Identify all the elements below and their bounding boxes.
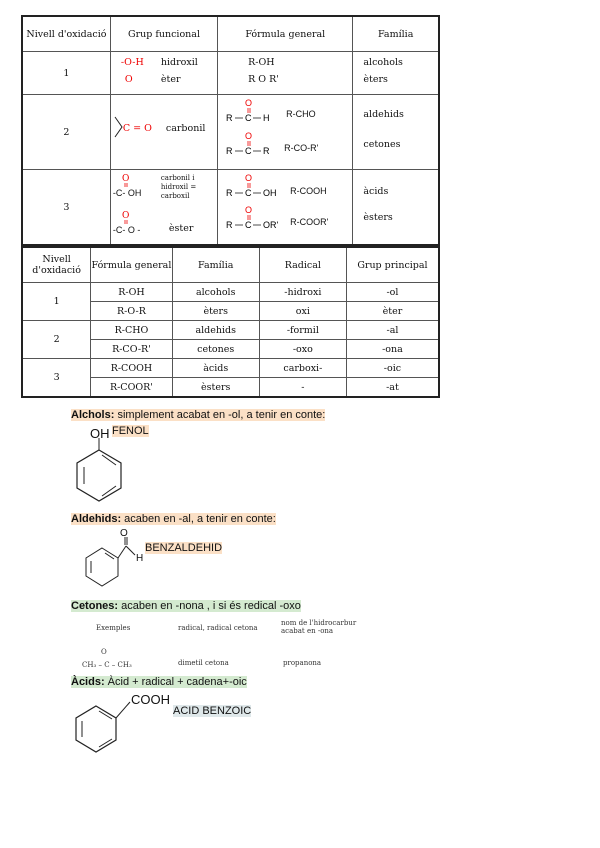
carbonyl-name: carbonil (165, 123, 206, 134)
acids-family: àcids (363, 186, 389, 197)
svg-text:R: R (263, 146, 270, 156)
svg-text:C: C (245, 188, 252, 198)
benzaldehyde-o: O (120, 528, 128, 539)
phenol-oh: OH (90, 426, 110, 441)
t2-group: -ona (346, 340, 439, 359)
t2-group: -oic (346, 359, 439, 378)
t1-level: 3 (22, 170, 110, 246)
t2-formula: R-CHO (91, 321, 172, 340)
t1-row-1 (22, 52, 439, 95)
t2-family: alcohols (172, 283, 259, 302)
t2-radical: -hidroxi (259, 283, 346, 302)
svg-text:R: R (226, 188, 233, 198)
benzaldehyde-label: BENZALDEHID (145, 542, 223, 554)
aldehydes-family: aldehids (363, 109, 404, 120)
svg-text:R: R (226, 113, 233, 123)
t2-family: cetones (172, 340, 259, 359)
oxidation-table-2 (21, 246, 440, 398)
name-header: nom de l'hidrocarbur acabat en -ona (281, 619, 357, 635)
svg-text:C: C (245, 146, 252, 156)
t1-row-2 (22, 95, 439, 170)
svg-text:R: R (226, 146, 233, 156)
ketone-formula: R-CO-R' (284, 143, 319, 153)
t2-row (22, 283, 439, 302)
t2-header-level: Nivell d'oxidació (22, 247, 91, 283)
phenol-structure-icon (72, 438, 132, 508)
t2-level: 3 (22, 359, 91, 398)
svg-text:O: O (121, 174, 130, 184)
t2-radical: -oxo (259, 340, 346, 359)
ether-formula: R O R' (248, 74, 279, 85)
t2-family: èsters (172, 378, 259, 398)
t2-radical: - (259, 378, 346, 398)
acid-ester-structure-icon (224, 172, 294, 242)
t2-formula: R-O-R (91, 302, 172, 321)
aldehyde-structure-icon (224, 97, 294, 167)
carbonyl-symbol: C = O (122, 123, 152, 134)
svg-text:O: O (121, 211, 130, 221)
example-formula: CH₃ – C – CH₃ (82, 661, 132, 669)
svg-text:O: O (245, 98, 253, 108)
hydroxyl-name: hidroxil (160, 57, 198, 68)
ketones-family: cetones (363, 139, 401, 150)
svg-text:C: C (245, 220, 252, 230)
svg-text:H: H (263, 113, 270, 123)
ester-name: èster (168, 223, 194, 234)
carboxyl-name: carbonil i hidroxil = carboxil (160, 174, 197, 200)
t1-level: 2 (22, 95, 110, 170)
aldehydes-heading: Aldehids: acaben en -al, a tenir en conte: (71, 513, 276, 525)
t1-row-3 (22, 170, 439, 246)
esters-family: èsters (363, 212, 393, 223)
t1-header-group: Grup funcional (110, 16, 217, 52)
t1-header-family: Família (353, 16, 439, 52)
alcohols-family: alcohols (363, 57, 403, 68)
t2-formula: R-COOH (91, 359, 172, 378)
t2-radical: carboxi- (259, 359, 346, 378)
svg-text:OH: OH (263, 188, 277, 198)
t2-row (22, 359, 439, 378)
t2-header-family: Família (172, 247, 259, 283)
alcohol-formula: R-OH (248, 57, 275, 68)
t2-header-radical: Radical (259, 247, 346, 283)
t2-family: èters (172, 302, 259, 321)
acid-formula: R-COOH (290, 186, 327, 196)
t2-family: àcids (172, 359, 259, 378)
example-o: O (101, 648, 107, 656)
t2-level: 1 (22, 283, 91, 321)
ether-symbol: O (124, 74, 133, 85)
radical-header: radical, radical cetona (178, 624, 258, 632)
svg-text:O: O (245, 205, 253, 215)
hydroxyl-symbol: -O-H (120, 57, 144, 68)
examples-header: Exemples (96, 624, 131, 632)
cooh-label: COOH (131, 692, 170, 707)
benzaldehyde-h: H (136, 553, 144, 564)
acids-heading: Àcids: Àcid + radical + cadena+-oic (71, 676, 247, 688)
ethers-family: èters (363, 74, 388, 85)
t1-level: 1 (22, 52, 110, 95)
t2-formula: R-COOR' (91, 378, 172, 398)
t2-group: -ol (346, 283, 439, 302)
t1-header-formula: Fórmula general (218, 16, 353, 52)
ester-symbol: -C- O - (112, 225, 141, 235)
carboxyl-symbol: -C- OH (112, 188, 142, 198)
svg-text:C: C (245, 113, 252, 123)
example-radical: dimetil cetona (178, 659, 229, 667)
t2-group: èter (346, 302, 439, 321)
t2-radical: oxi (259, 302, 346, 321)
t2-formula: R-CO-R' (91, 340, 172, 359)
t2-header-group: Grup principal (346, 247, 439, 283)
phenol-label: FENOL (112, 425, 149, 437)
ester-formula: R-COOR' (290, 217, 329, 227)
t2-family: aldehids (172, 321, 259, 340)
svg-text:OR': OR' (263, 220, 279, 230)
benzoic-acid-label: ACID BENZOIC (173, 705, 252, 717)
t2-group: -at (346, 378, 439, 398)
t1-header-level: Nivell d'oxidació (22, 16, 110, 52)
t2-header-formula: Fórmula general (91, 247, 172, 283)
t2-group: -al (346, 321, 439, 340)
svg-text:O: O (245, 131, 253, 141)
svg-text:O: O (245, 173, 253, 183)
aldehyde-formula: R-CHO (286, 109, 316, 119)
svg-text:R: R (226, 220, 233, 230)
t2-row (22, 321, 439, 340)
ketones-heading: Cetones: acaben en -nona , i si és redical -oxo (71, 600, 301, 612)
ether-name: èter (160, 74, 181, 85)
t2-formula: R-OH (91, 283, 172, 302)
example-name: propanona (283, 659, 322, 667)
oxidation-table-1 (21, 15, 440, 246)
alcohols-heading: Alchols: simplement acabat en -ol, a tenir en conte: (71, 409, 326, 421)
t2-radical: -formil (259, 321, 346, 340)
t2-level: 2 (22, 321, 91, 359)
